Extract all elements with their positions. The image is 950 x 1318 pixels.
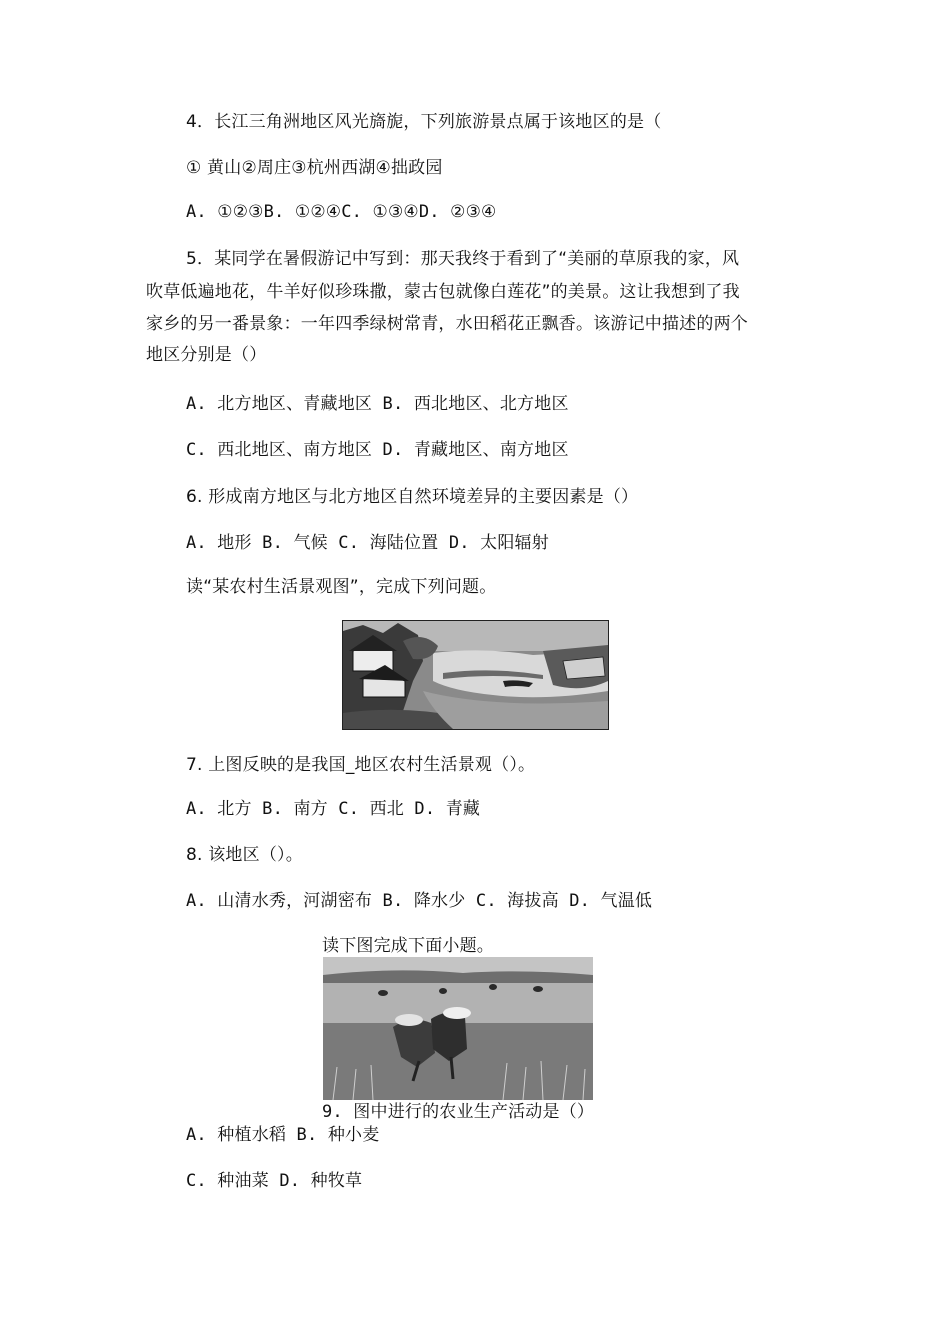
- q5-stem-line2: 吹草低遍地花，牛羊好似珍珠撒，蒙古包就像白莲花”的美景。这让我想到了我: [146, 282, 740, 302]
- q5-stem-line1: 5．某同学在暑假游记中写到：那天我终于看到了“美丽的草原我的家，风: [186, 249, 740, 269]
- q4-items: ① 黄山②周庄③杭州西湖④拙政园: [186, 158, 443, 178]
- q7-stem: 7. 上图反映的是我国_地区农村生活景观（）。: [186, 755, 536, 775]
- q5-options-line2: C. 西北地区、南方地区 D. 青藏地区、南方地区: [186, 440, 569, 460]
- q9-stem: 9. 图中进行的农业生产活动是（）: [322, 1102, 595, 1122]
- q5-stem-line3: 家乡的另一番景象：一年四季绿树常青，水田稻花正飘香。该游记中描述的两个: [146, 314, 748, 334]
- q8-options: A. 山清水秀，河湖密布 B. 降水少 C. 海拔高 D. 气温低: [186, 891, 653, 911]
- q5-stem-line4: 地区分别是（）: [146, 345, 267, 365]
- rural-landscape-drawing: [343, 621, 608, 729]
- q4-options: A. ①②③B. ①②④C. ①③④D. ②③④: [186, 202, 497, 222]
- rural-landscape-image: [342, 620, 609, 730]
- q9-options-line2: C. 种油菜 D. 种牧草: [186, 1171, 363, 1191]
- intro-village-figure: 读“某农村生活景观图”，完成下列问题。: [186, 577, 497, 597]
- q7-options: A. 北方 B. 南方 C. 西北 D. 青藏: [186, 799, 481, 819]
- q5-options-line1: A. 北方地区、青藏地区 B. 西北地区、北方地区: [186, 394, 569, 414]
- q6-stem: 6. 形成南方地区与北方地区自然环境差异的主要因素是（）: [186, 487, 639, 507]
- q4-stem: 4．长江三角洲地区风光旖旎，下列旅游景点属于该地区的是（: [186, 112, 662, 132]
- q8-stem: 8. 该地区（）。: [186, 845, 303, 865]
- q6-options: A. 地形 B. 气候 C. 海陆位置 D. 太阳辐射: [186, 533, 549, 553]
- q9-options-line1: A. 种植水稻 B. 种小麦: [186, 1125, 380, 1145]
- rice-planting-drawing: [323, 957, 593, 1100]
- rice-planting-image: [323, 957, 593, 1100]
- intro-rice-figure: 读下图完成下面小题。: [322, 936, 494, 956]
